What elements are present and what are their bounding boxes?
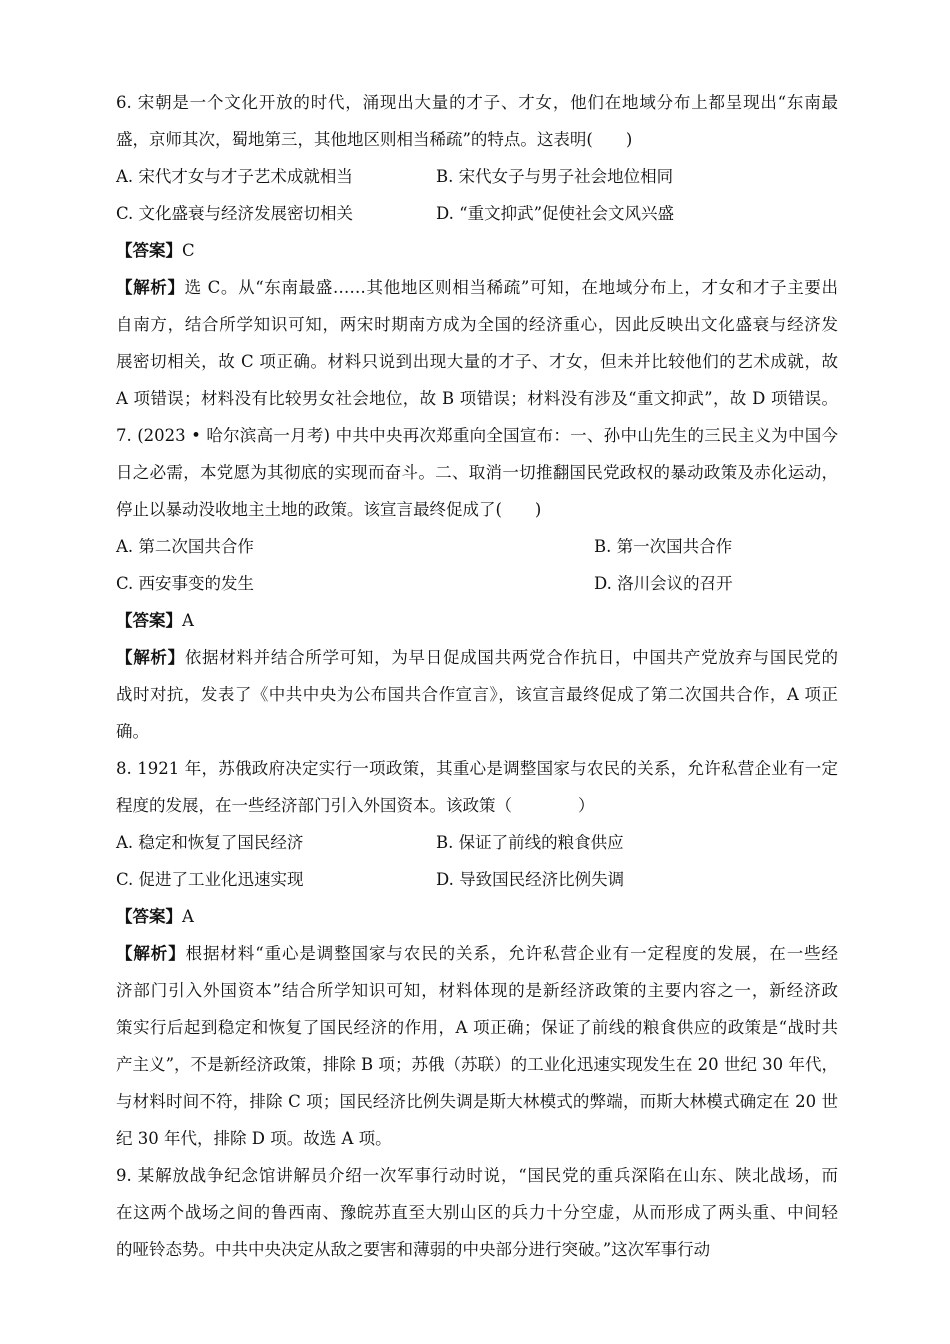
q7-option-d[interactable]: D. 洛川会议的召开 [594, 574, 733, 593]
q6-option-b[interactable]: B. 宋代女子与男子社会地位相同 [436, 167, 674, 186]
q6-analysis-line [116, 269, 838, 306]
q8-analysis-line: 策实行后起到稳定和恢复了国民经济的作用，A 项正确；保证了前线的粮食供应的政策是“战时共 [116, 1018, 838, 1037]
q7-stem-line: 停止以暴动没收地主土地的政策。该宣言最终促成了( ) [116, 500, 542, 519]
analysis-tag: 【解析】 [116, 278, 185, 297]
q6-analysis-line: 展密切相关，故 C 项正确。材料只说到出现大量的才子、才女，但未并比较他们的艺术成就，故 [116, 352, 838, 371]
q6-analysis-line: A 项错误；材料没有比较男女社会地位，故 B 项错误；材料没有涉及“重文抑武”，故 D 项错误。 [116, 389, 838, 408]
q7-analysis-line [116, 639, 838, 676]
q8-analysis-line: 产主义”，不是新经济政策，排除 B 项；苏俄（苏联）的工业化迅速实现发生在 20 世纪 30 年代， [116, 1055, 838, 1074]
answer-tag: 【答案】 [116, 611, 182, 630]
q7-answer [116, 602, 838, 639]
q8-options-row [116, 824, 838, 861]
q6-option-d[interactable]: D. “重文抑武”促使社会文风兴盛 [436, 204, 675, 223]
answer-value: A [182, 907, 194, 926]
q8-answer [116, 898, 838, 935]
q9-stem-line: 9. 某解放战争纪念馆讲解员介绍一次军事行动时说，“国民党的重兵深陷在山东、陕北战场，而 [116, 1166, 838, 1185]
q6-option-a[interactable]: A. 宋代才女与才子艺术成就相当 [116, 167, 353, 186]
q6-stem-line: 6. 宋朝是一个文化开放的时代，涌现出大量的才子、才女，他们在地域分布上都呈现出“东南最 [116, 93, 838, 112]
q7-options-row [116, 528, 838, 565]
analysis-text: 依据材料并结合所学可知，为早日促成国共两党合作抗日，中国共产党放弃与国民党的 [184, 648, 839, 667]
q7-stem-line: 7. (2023 • 哈尔滨高一月考) 中共中央再次郑重向全国宣布：一、孙中山先生的三民主义为中国今 [116, 426, 838, 445]
q6-analysis-line: 自南方，结合所学知识可知，两宋时期南方成为全国的经济重心，因此反映出文化盛衰与经济发 [116, 315, 838, 334]
analysis-tag: 【解析】 [116, 944, 186, 963]
q8-analysis-line: 纪 30 年代，排除 D 项。故选 A 项。 [116, 1129, 392, 1148]
answer-value: A [182, 611, 194, 630]
analysis-text: 根据材料“重心是调整国家与农民的关系，允许私营企业有一定程度的发展，在一些经 [185, 944, 839, 963]
q7-option-a[interactable]: A. 第二次国共合作 [116, 537, 254, 556]
q6-options-row [116, 158, 838, 195]
q6-options-row [116, 195, 838, 232]
analysis-text: 选 C。从“东南最盛……其他地区则相当稀疏”可知，在地域分布上，才女和才子主要出 [184, 278, 839, 297]
q7-option-b[interactable]: B. 第一次国共合作 [594, 537, 733, 556]
q7-options-row [116, 565, 838, 602]
answer-tag: 【答案】 [116, 241, 182, 260]
q8-option-a[interactable]: A. 稳定和恢复了国民经济 [116, 833, 304, 852]
answer-tag: 【答案】 [116, 907, 182, 926]
q7-analysis-line: 确。 [116, 722, 149, 741]
analysis-tag: 【解析】 [116, 648, 185, 667]
q8-analysis-line: 济部门引入外国资本”结合所学知识可知，材料体现的是新经济政策的主要内容之一，新经济政 [116, 981, 838, 1000]
q7-stem-line: 日之必需，本党愿为其彻底的实现而奋斗。二、取消一切推翻国民党政权的暴动政策及赤化运动， [116, 463, 838, 482]
answer-value: C [182, 241, 195, 260]
q8-analysis-line: 与材料时间不符，排除 C 项；国民经济比例失调是斯大林模式的弊端，而斯大林模式确定在 20 世 [116, 1092, 838, 1111]
q8-option-b[interactable]: B. 保证了前线的粮食供应 [436, 833, 624, 852]
q7-analysis-line: 战时对抗，发表了《中共中央为公布国共合作宣言》，该宣言最终促成了第二次国共合作，A 项正 [116, 685, 838, 704]
q6-stem-line: 盛，京师其次，蜀地第三，其他地区则相当稀疏”的特点。这表明( ) [116, 130, 633, 149]
q8-analysis-line [116, 935, 838, 972]
q7-option-c[interactable]: C. 西安事变的发生 [116, 574, 255, 593]
q9-stem-line: 的哑铃态势。中共中央决定从敌之要害和薄弱的中央部分进行突破。”这次军事行动 [116, 1240, 711, 1259]
q8-stem-line: 程度的发展，在一些经济部门引入外国资本。该政策（ ） [116, 796, 595, 815]
q8-options-row [116, 861, 838, 898]
q6-answer [116, 232, 838, 269]
q6-option-c[interactable]: C. 文化盛衰与经济发展密切相关 [116, 204, 354, 223]
q8-option-d[interactable]: D. 导致国民经济比例失调 [436, 870, 625, 889]
q8-stem-line: 8. 1921 年，苏俄政府决定实行一项政策，其重心是调整国家与农民的关系，允许私营企业有一定 [116, 759, 838, 778]
q8-option-c[interactable]: C. 促进了工业化迅速实现 [116, 870, 304, 889]
q9-stem-line: 在这两个战场之间的鲁西南、豫皖苏直至大别山区的兵力十分空虚，从而形成了两头重、中间轻 [116, 1203, 838, 1222]
